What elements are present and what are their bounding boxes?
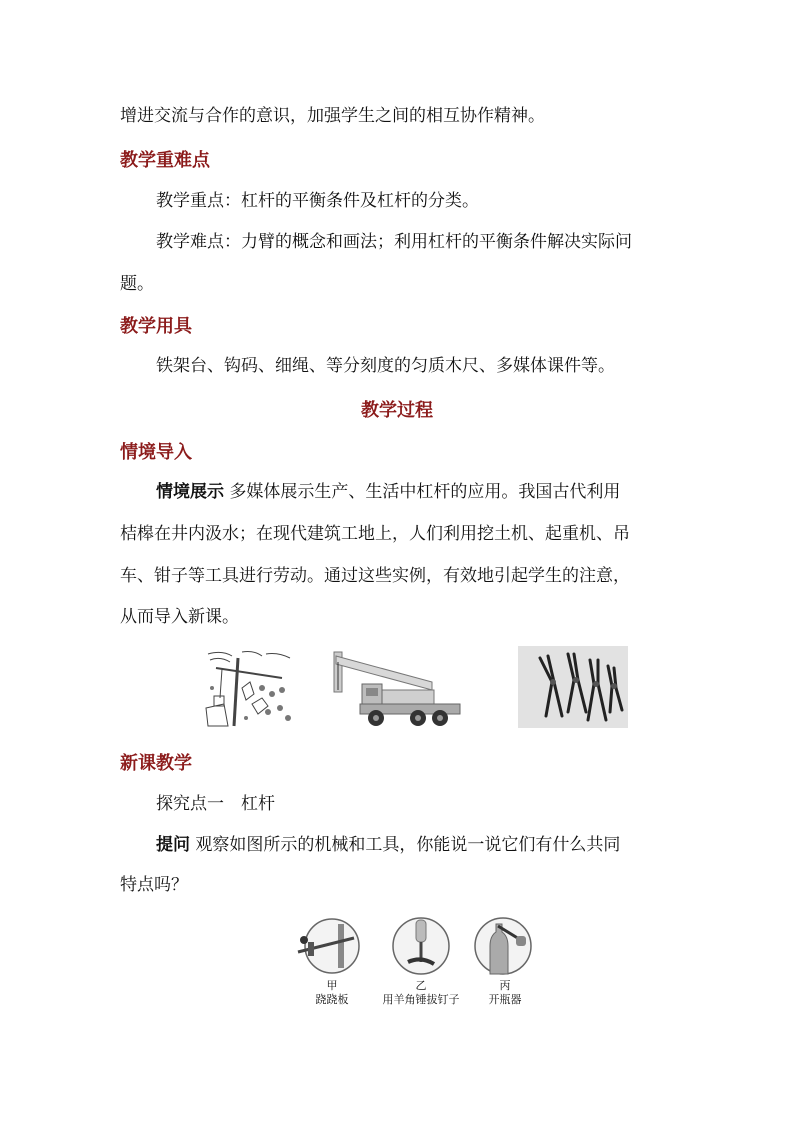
pliers-photo — [518, 646, 628, 728]
intro-text-1: 多媒体展示生产、生活中杠杆的应用。我国古代利用 — [229, 482, 621, 502]
figure-letter: 丙 — [499, 979, 511, 992]
figure-letter: 甲 — [326, 979, 338, 992]
difficulty-text-1: 教学难点：力臂的概念和画法；利用杠杆的平衡条件解决实际问 — [156, 232, 632, 252]
question-label: 提问 — [156, 835, 190, 855]
seesaw-figure — [294, 916, 370, 974]
figure-caption-text: 跷跷板 — [315, 992, 349, 1006]
heading-process: 教学过程 — [361, 400, 433, 421]
well-sweep-illustration — [202, 648, 294, 728]
question-paragraph-1 — [156, 837, 620, 854]
intro-paragraph-3: 车、钳子等工具进行劳动。通过这些实例，有效地引起学生的注意， — [120, 566, 630, 586]
figure-letter: 乙 — [415, 979, 427, 992]
exploration-point: 探究点一 杠杆 — [156, 794, 275, 814]
bottle-opener-figure — [472, 916, 534, 976]
tools-text: 铁架台、钩码、细绳、等分刻度的匀质木尺、多媒体课件等。 — [156, 356, 615, 376]
question-paragraph-2: 特点吗？ — [120, 875, 188, 895]
heading-intro: 情境导入 — [120, 442, 192, 463]
heading-tools: 教学用具 — [120, 316, 192, 337]
figure-caption-hammer — [372, 979, 470, 1007]
focus-text: 教学重点：杠杆的平衡条件及杠杆的分类。 — [156, 191, 479, 211]
figure-caption-seesaw — [300, 979, 364, 1007]
difficulty-text-2: 题。 — [120, 274, 154, 294]
question-text-1: 观察如图所示的机械和工具，你能说一说它们有什么共同 — [195, 835, 621, 855]
figure-caption-text: 开瓶器 — [488, 992, 522, 1006]
crane-illustration — [322, 650, 462, 728]
figure-caption-text: 用羊角锤拔钉子 — [382, 992, 460, 1006]
intro-paragraph-4: 从而导入新课。 — [120, 607, 239, 627]
intro-paragraph-2: 桔槔在井内汲水；在现代建筑工地上，人们利用挖土机、起重机、吊 — [120, 524, 630, 544]
intro-paragraph-1 — [156, 484, 620, 501]
figure-caption-opener — [476, 979, 534, 1007]
intro-line: 增进交流与合作的意识，加强学生之间的相互协作精神。 — [120, 106, 545, 126]
heading-key-points: 教学重难点 — [120, 150, 210, 171]
heading-new-lesson: 新课教学 — [120, 753, 192, 774]
claw-hammer-figure — [390, 916, 452, 976]
intro-label: 情境展示 — [156, 482, 224, 502]
